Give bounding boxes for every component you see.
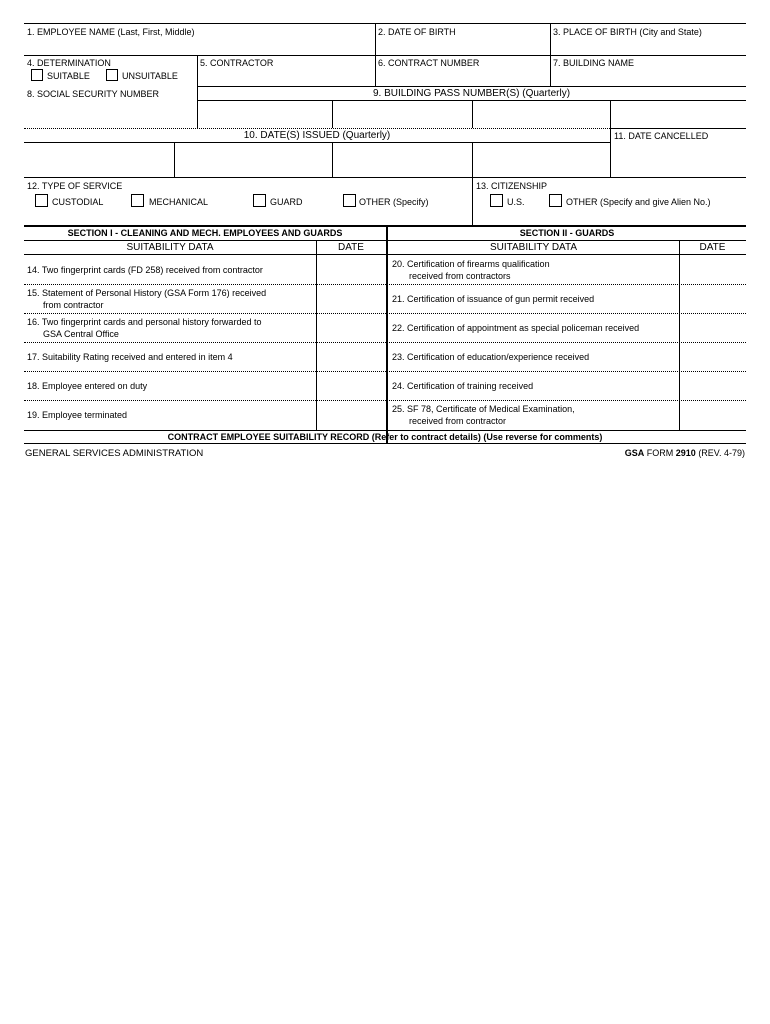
item-22-date[interactable]: [680, 314, 745, 341]
section2-date-header: DATE: [699, 242, 726, 253]
date-cancelled-label: 11. DATE CANCELLED: [614, 131, 709, 141]
unsuitable-label: UNSUITABLE: [122, 71, 178, 81]
item-23-date[interactable]: [680, 343, 745, 370]
contract-number-label: 6. CONTRACT NUMBER: [378, 58, 480, 68]
contractor-field[interactable]: [198, 69, 374, 85]
determination-label: 4. DETERMINATION: [27, 58, 111, 68]
mechanical-label: MECHANICAL: [149, 197, 209, 207]
dates-issued-header: 10. DATE(S) ISSUED (Quarterly): [243, 130, 391, 141]
item-14-text: 14. Two fingerprint cards (FD 258) received from contractor: [27, 265, 263, 275]
record-title: CONTRACT EMPLOYEE SUITABILITY RECORD (Refer to contract details) (Use reverse for comments): [167, 432, 603, 442]
item-19-text: 19. Employee terminated: [27, 410, 128, 420]
section1-title: SECTION I - CLEANING AND MECH. EMPLOYEES AND GUARDS: [67, 228, 343, 238]
date-issued-q3[interactable]: [333, 143, 471, 176]
employee-name-field[interactable]: [24, 38, 374, 54]
item-16-text-cont: GSA Central Office: [43, 329, 119, 339]
section2-suitability-header: SUITABILITY DATA: [489, 242, 578, 253]
section2-title: SECTION II - GUARDS: [519, 228, 615, 238]
contract-number-field[interactable]: [376, 69, 549, 85]
item-24-date[interactable]: [680, 372, 745, 399]
date-of-birth-label: 2. DATE OF BIRTH: [378, 27, 456, 37]
item-18-text: 18. Employee entered on duty: [27, 381, 148, 391]
building-name-field[interactable]: [551, 69, 745, 85]
guard-checkbox[interactable]: [253, 194, 266, 207]
date-issued-q4[interactable]: [473, 143, 609, 176]
building-pass-q3[interactable]: [473, 101, 609, 127]
custodial-label: CUSTODIAL: [52, 197, 104, 207]
form-rev: (REV. 4-79): [698, 448, 745, 458]
item-23-text: 23. Certification of education/experience received: [392, 352, 590, 362]
contractor-label: 5. CONTRACTOR: [200, 58, 274, 68]
item-21-date[interactable]: [680, 285, 745, 312]
other-citizen-label: OTHER (Specify and give Alien No.): [566, 197, 711, 207]
item-16-date[interactable]: [317, 314, 385, 341]
item-22-text: 22. Certification of appointment as special policeman received: [392, 323, 640, 333]
building-pass-q2[interactable]: [333, 101, 471, 127]
item-21-text: 21. Certification of issuance of gun permit received: [392, 294, 595, 304]
building-pass-header: 9. BUILDING PASS NUMBER(S) (Quarterly): [372, 88, 571, 99]
section1-date-header: DATE: [338, 242, 364, 253]
ssn-label: 8. SOCIAL SECURITY NUMBER: [27, 89, 160, 99]
item-25-text-cont: received from contractor: [409, 416, 507, 426]
building-pass-q4[interactable]: [611, 101, 745, 127]
employee-name-label: 1. EMPLOYEE NAME (Last, First, Middle): [27, 27, 195, 37]
date-cancelled-field[interactable]: [611, 143, 745, 176]
us-citizen-label: U.S.: [507, 197, 525, 207]
item-25-date[interactable]: [680, 401, 745, 429]
building-name-label: 7. BUILDING NAME: [553, 58, 635, 68]
section1-suitability-header: SUITABILITY DATA: [126, 242, 214, 253]
suitable-label: SUITABLE: [47, 71, 90, 81]
us-citizen-checkbox[interactable]: [490, 194, 503, 207]
building-pass-q1[interactable]: [198, 101, 331, 127]
item-14-date[interactable]: [317, 255, 385, 283]
form-number: [620, 448, 745, 459]
form-no: 2910: [675, 448, 696, 458]
item-19-date[interactable]: [317, 401, 385, 429]
item-15-text: 15. Statement of Personal History (GSA Form 176) received: [27, 288, 267, 298]
other-service-label: OTHER (Specify): [359, 197, 429, 207]
item-25-text: 25. SF 78, Certificate of Medical Examination,: [392, 404, 575, 414]
mechanical-checkbox[interactable]: [131, 194, 144, 207]
item-15-date[interactable]: [317, 285, 385, 312]
gsa-mark: GSA: [624, 448, 645, 458]
unsuitable-checkbox[interactable]: [106, 69, 118, 81]
item-18-date[interactable]: [317, 372, 385, 399]
item-16-text: 16. Two fingerprint cards and personal history forwarded to: [27, 317, 262, 327]
item-20-text: 20. Certification of firearms qualification: [392, 259, 550, 269]
place-of-birth-field[interactable]: [551, 38, 745, 54]
other-service-checkbox[interactable]: [343, 194, 356, 207]
item-20-date[interactable]: [680, 255, 745, 283]
form-word: FORM: [646, 448, 674, 458]
date-issued-q1[interactable]: [24, 143, 173, 176]
date-of-birth-field[interactable]: [376, 38, 549, 54]
item-17-date[interactable]: [317, 343, 385, 370]
other-citizen-checkbox[interactable]: [549, 194, 562, 207]
custodial-checkbox[interactable]: [35, 194, 48, 207]
guard-label: GUARD: [270, 197, 303, 207]
suitable-checkbox[interactable]: [31, 69, 43, 81]
citizenship-label: 13. CITIZENSHIP: [476, 181, 548, 191]
item-17-text: 17. Suitability Rating received and entered in item 4: [27, 352, 233, 362]
item-15-text-cont: from contractor: [43, 300, 104, 310]
date-issued-q2[interactable]: [175, 143, 331, 176]
item-24-text: 24. Certification of training received: [392, 381, 534, 391]
agency-name: GENERAL SERVICES ADMINISTRATION: [25, 448, 204, 459]
item-20-text-cont: received from contractors: [409, 271, 511, 281]
type-of-service-label: 12. TYPE OF SERVICE: [27, 181, 123, 191]
place-of-birth-label: 3. PLACE OF BIRTH (City and State): [553, 27, 702, 37]
ssn-field[interactable]: [24, 101, 196, 127]
